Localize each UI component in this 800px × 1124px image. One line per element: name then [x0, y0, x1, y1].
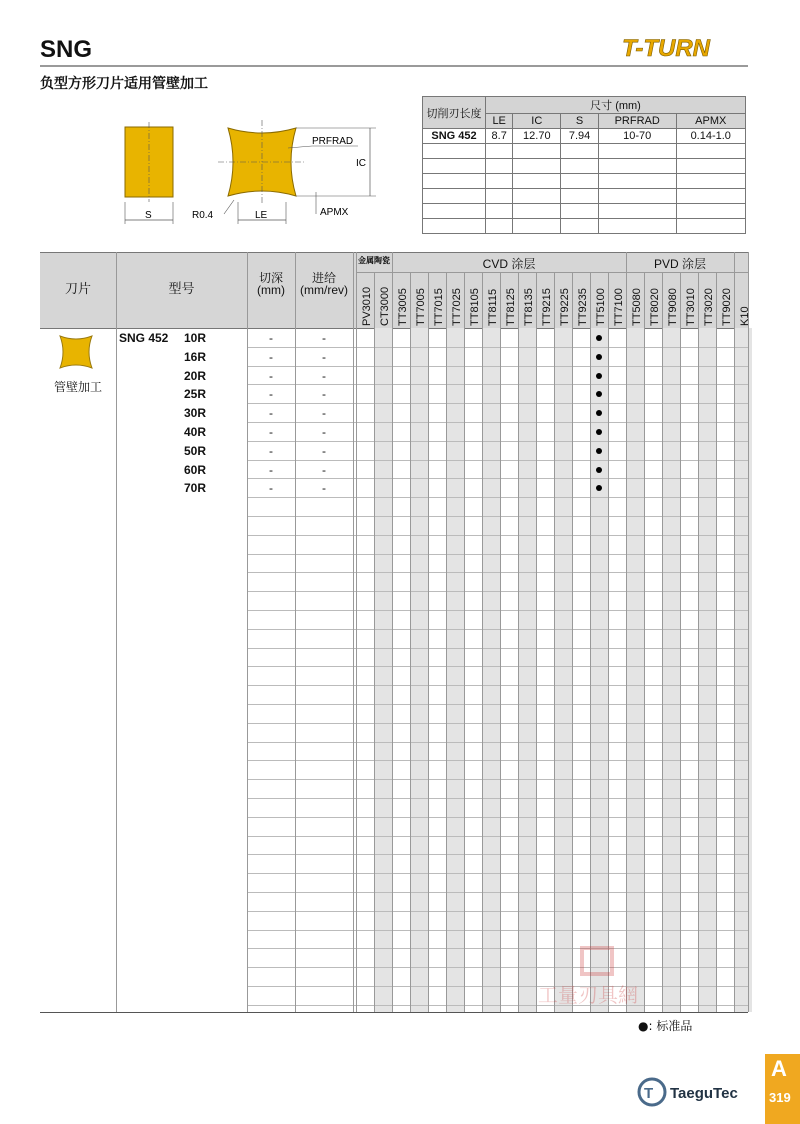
grade-label [356, 272, 374, 328]
standard-item-dot [596, 467, 602, 473]
grid-row-line [247, 930, 748, 931]
grid-row-line [247, 836, 748, 837]
feed-value: - [322, 368, 326, 383]
grade-label-text: TT9225 [559, 288, 571, 326]
grade-label-text: TT8135 [523, 288, 535, 326]
grade-label-text: TT3005 [397, 288, 409, 326]
grade-label [626, 272, 644, 328]
grid-row-line [247, 685, 748, 686]
grade-divider [518, 272, 519, 1012]
dim-row-label: SNG 452 [423, 129, 486, 144]
depth-value: - [269, 349, 273, 364]
grid-row-line [247, 704, 748, 705]
page-title: SNG [40, 36, 93, 63]
model-family: SNG 452 [119, 331, 169, 345]
dim-blank-cell [676, 144, 746, 159]
grade-divider [482, 272, 483, 1012]
dim-value: 12.70 [513, 129, 561, 144]
dim-blank-cell [486, 144, 513, 159]
model-suffix: 30R [184, 406, 207, 421]
label-ic: IC [356, 158, 366, 169]
model-suffix: 20R [184, 368, 207, 383]
svg-text:T: T [644, 1085, 654, 1102]
label-s: S [145, 210, 152, 221]
dim-row [423, 129, 746, 144]
grade-divider [734, 252, 735, 1012]
grade-divider [590, 272, 591, 1012]
dim-column-header: S [561, 114, 599, 129]
grid-row-line [247, 854, 748, 855]
grid-row-line [247, 892, 748, 893]
dim-label-header: 切削刃长度 [423, 97, 486, 129]
grade-label-text: K10 [739, 306, 751, 326]
depth-header: 切深 (mm) [257, 271, 285, 297]
model-suffix: 70R [184, 481, 207, 496]
grid-row-line [247, 347, 748, 348]
grid-row-line [247, 629, 748, 630]
grade-label-text: TT7100 [613, 288, 625, 326]
feed-value: - [322, 406, 326, 421]
grade-label-text: CT3000 [379, 286, 391, 326]
grade-label-text: TT9215 [541, 288, 553, 326]
grade-label-text: TT3020 [703, 288, 715, 326]
grid-row-line [247, 798, 748, 799]
depth-value: - [269, 406, 273, 421]
grade-label-text: TT7005 [415, 288, 427, 326]
model-suffix: 25R [184, 387, 207, 402]
grade-label [662, 272, 680, 328]
grade-label-text: TT9020 [721, 288, 733, 326]
grid-row-line [247, 516, 748, 517]
feed-value: - [322, 443, 326, 458]
watermark-text: 工量刃具網 [538, 983, 638, 1007]
dim-blank-cell [513, 159, 561, 174]
feed-value: - [322, 425, 326, 439]
grade-label-text: TT9235 [577, 288, 589, 326]
dim-blank-cell [598, 174, 676, 189]
dim-blank-cell [676, 204, 746, 219]
grade-label [698, 272, 716, 328]
grade-column-band [410, 328, 428, 1012]
grade-label-text: TT9080 [667, 288, 679, 326]
dim-blank-cell [423, 204, 486, 219]
label-le: LE [255, 210, 268, 221]
model-suffix: 60R [184, 462, 207, 477]
dim-blank-cell [676, 189, 746, 204]
grade-label-text: TT8115 [487, 288, 499, 326]
grade-label [590, 272, 608, 328]
dim-blank-cell [513, 204, 561, 219]
dim-value: 10-70 [598, 129, 676, 144]
page-subtitle: 负型方形刀片适用管壁加工 [40, 76, 208, 92]
dim-blank-cell [423, 144, 486, 159]
grade-divider [554, 272, 555, 1012]
dim-blank-row [423, 144, 746, 159]
dim-blank-cell [513, 144, 561, 159]
feed-value: - [322, 462, 326, 477]
taegutec-logo [636, 1072, 756, 1112]
dim-blank-cell [676, 219, 746, 234]
grid-column-divider [295, 252, 296, 1012]
section-letter: A [771, 1056, 787, 1081]
depth-value: - [269, 425, 273, 439]
grade-label-text: TT8125 [505, 288, 517, 326]
model-suffix: 50R [184, 443, 207, 458]
grade-label [464, 272, 482, 328]
brand-text: T-TURN [622, 35, 710, 62]
feed-value: - [322, 331, 326, 345]
dim-blank-cell [561, 174, 599, 189]
grade-label [428, 272, 446, 328]
grade-divider [644, 272, 645, 1012]
grade-column-band [374, 328, 392, 1012]
dim-blank-cell [561, 144, 599, 159]
insert-header: 刀片 [64, 281, 91, 296]
dim-column-header: IC [513, 114, 561, 129]
model-suffix: 10R [184, 331, 207, 345]
grade-label-text: TT5080 [631, 288, 643, 326]
grade-divider [680, 272, 681, 1012]
feed-value: - [322, 481, 326, 496]
grade-label-text: PV3010 [361, 286, 373, 326]
grade-label [446, 272, 464, 328]
dim-blank-cell [486, 189, 513, 204]
dim-blank-row [423, 204, 746, 219]
grade-column-band [446, 328, 464, 1012]
grid-column-divider [353, 252, 354, 1012]
grid-row-line [247, 554, 748, 555]
grid-row-line [247, 572, 748, 573]
dim-value: 7.94 [561, 129, 599, 144]
grade-divider [464, 272, 465, 1012]
standard-item-dot [596, 373, 602, 379]
grid-row-line [247, 666, 748, 667]
dim-blank-cell [486, 174, 513, 189]
grid-row-line [247, 478, 748, 479]
dim-blank-cell [676, 174, 746, 189]
depth-value: - [269, 387, 273, 402]
dim-blank-cell [676, 159, 746, 174]
dim-blank-cell [598, 144, 676, 159]
dim-column-header: PRFRAD [598, 114, 676, 129]
insert-photo-icon [56, 332, 96, 372]
grade-label [482, 272, 500, 328]
dim-column-header: APMX [676, 114, 746, 129]
cermet-header: 金属陶瓷 [358, 256, 390, 265]
dim-blank-cell [486, 204, 513, 219]
grade-label [680, 272, 698, 328]
grade-divider [572, 272, 573, 1012]
standard-item-dot [596, 335, 602, 341]
grid-row-line [247, 366, 748, 367]
dim-blank-cell [423, 189, 486, 204]
dim-value: 8.7 [486, 129, 513, 144]
dim-blank-cell [423, 219, 486, 234]
model-header: 型号 [168, 281, 195, 296]
grid-row-line [247, 497, 748, 498]
grade-column-band [554, 328, 572, 1012]
grid-row-line [247, 460, 748, 461]
grade-label [554, 272, 572, 328]
grade-label [734, 272, 752, 328]
product-grade-grid [40, 252, 751, 1012]
feed-value: - [322, 387, 326, 402]
grade-label-text: TT3010 [685, 288, 697, 326]
dim-value: 0.14-1.0 [676, 129, 746, 144]
grid-row-line [247, 403, 748, 404]
label-r: R0.4 [192, 210, 214, 221]
grade-column-band [518, 328, 536, 1012]
dim-blank-row [423, 159, 746, 174]
grade-divider [374, 272, 375, 1012]
dim-blank-cell [598, 204, 676, 219]
grid-row-line [247, 591, 748, 592]
dim-blank-row [423, 189, 746, 204]
grade-column-band [734, 328, 752, 1012]
grid-right-border [748, 252, 749, 1012]
grid-row-line [247, 384, 748, 385]
grid-row-line [247, 873, 748, 874]
depth-value: - [269, 462, 273, 477]
dim-blank-cell [513, 219, 561, 234]
legend: ●: 标准品 [638, 1019, 693, 1033]
grade-label [716, 272, 734, 328]
grid-row-line [247, 723, 748, 724]
grade-divider [428, 272, 429, 1012]
label-prfrad: PRFRAD [312, 136, 354, 147]
depth-value: - [269, 443, 273, 458]
grade-label [518, 272, 536, 328]
grid-row-line [247, 760, 748, 761]
t-turn-logo [618, 30, 750, 64]
grade-label [536, 272, 554, 328]
dim-blank-cell [598, 189, 676, 204]
grade-label-text: TT8105 [469, 288, 481, 326]
dim-blank-cell [598, 219, 676, 234]
grade-divider [698, 272, 699, 1012]
standard-item-dot [596, 429, 602, 435]
grade-label-text: TT7015 [433, 288, 445, 326]
insert-dimension-diagram [118, 118, 388, 228]
standard-item-dot [596, 354, 602, 360]
grade-divider [392, 252, 393, 1012]
page-badge [765, 1054, 800, 1124]
grid-top-border [40, 252, 748, 253]
dim-blank-row [423, 219, 746, 234]
dim-blank-cell [561, 204, 599, 219]
grade-divider [608, 272, 609, 1012]
page-number: 319 [769, 1090, 791, 1105]
feed-value: - [322, 349, 326, 364]
label-apmx: APMX [320, 207, 349, 218]
feed-header: 进给 (mm/rev) [300, 271, 348, 297]
grade-divider [662, 272, 663, 1012]
grade-column-band [626, 328, 644, 1012]
grade-divider [356, 252, 357, 1012]
dim-blank-cell [513, 189, 561, 204]
grade-divider [626, 252, 627, 1012]
dim-blank-cell [513, 174, 561, 189]
depth-value: - [269, 331, 273, 345]
dim-blank-cell [561, 189, 599, 204]
dim-blank-cell [423, 174, 486, 189]
grade-label [608, 272, 626, 328]
dim-column-header: LE [486, 114, 513, 129]
title-divider [40, 65, 748, 67]
model-suffix: 40R [184, 425, 207, 439]
grid-row-line [247, 779, 748, 780]
grade-divider [446, 272, 447, 1012]
standard-item-dot [596, 448, 602, 454]
grade-label-text: TT8020 [649, 288, 661, 326]
grade-label [374, 272, 392, 328]
dim-blank-cell [561, 219, 599, 234]
grade-column-band [482, 328, 500, 1012]
grade-divider [536, 272, 537, 1012]
grade-label [500, 272, 518, 328]
depth-value: - [269, 481, 273, 496]
dim-blank-cell [486, 159, 513, 174]
dim-blank-cell [423, 159, 486, 174]
dim-blank-row [423, 174, 746, 189]
grade-label-text: TT7025 [451, 288, 463, 326]
grade-label [410, 272, 428, 328]
depth-value: - [269, 368, 273, 383]
grade-label [644, 272, 662, 328]
grade-label [572, 272, 590, 328]
grid-row-line [247, 610, 748, 611]
dim-blank-cell [486, 219, 513, 234]
grid-row-line [247, 648, 748, 649]
grid-column-divider [247, 252, 248, 1012]
pvd-header: PVD 涂层 [653, 257, 706, 271]
grade-column-band [662, 328, 680, 1012]
grade-column-band [698, 328, 716, 1012]
dim-blank-cell [598, 159, 676, 174]
watermark [534, 944, 674, 1014]
grid-row-line [247, 441, 748, 442]
grade-label [392, 272, 410, 328]
grid-row-line [247, 422, 748, 423]
dimension-table [422, 96, 746, 234]
grade-divider [410, 272, 411, 1012]
grid-row-line [247, 817, 748, 818]
grid-row-line [247, 535, 748, 536]
grade-label-text: TT5100 [595, 288, 607, 326]
insert-caption: 管壁加工 [53, 380, 102, 394]
cvd-header: CVD 涂层 [482, 257, 536, 271]
grid-row-line [247, 911, 748, 912]
grid-column-divider [116, 252, 117, 1012]
grade-divider [500, 272, 501, 1012]
grade-divider [716, 272, 717, 1012]
dim-group-header: 尺寸 (mm) [486, 97, 746, 114]
grid-row-line [247, 742, 748, 743]
model-suffix: 16R [184, 349, 207, 364]
dim-blank-cell [561, 159, 599, 174]
company-name: TaeguTec [670, 1085, 738, 1102]
